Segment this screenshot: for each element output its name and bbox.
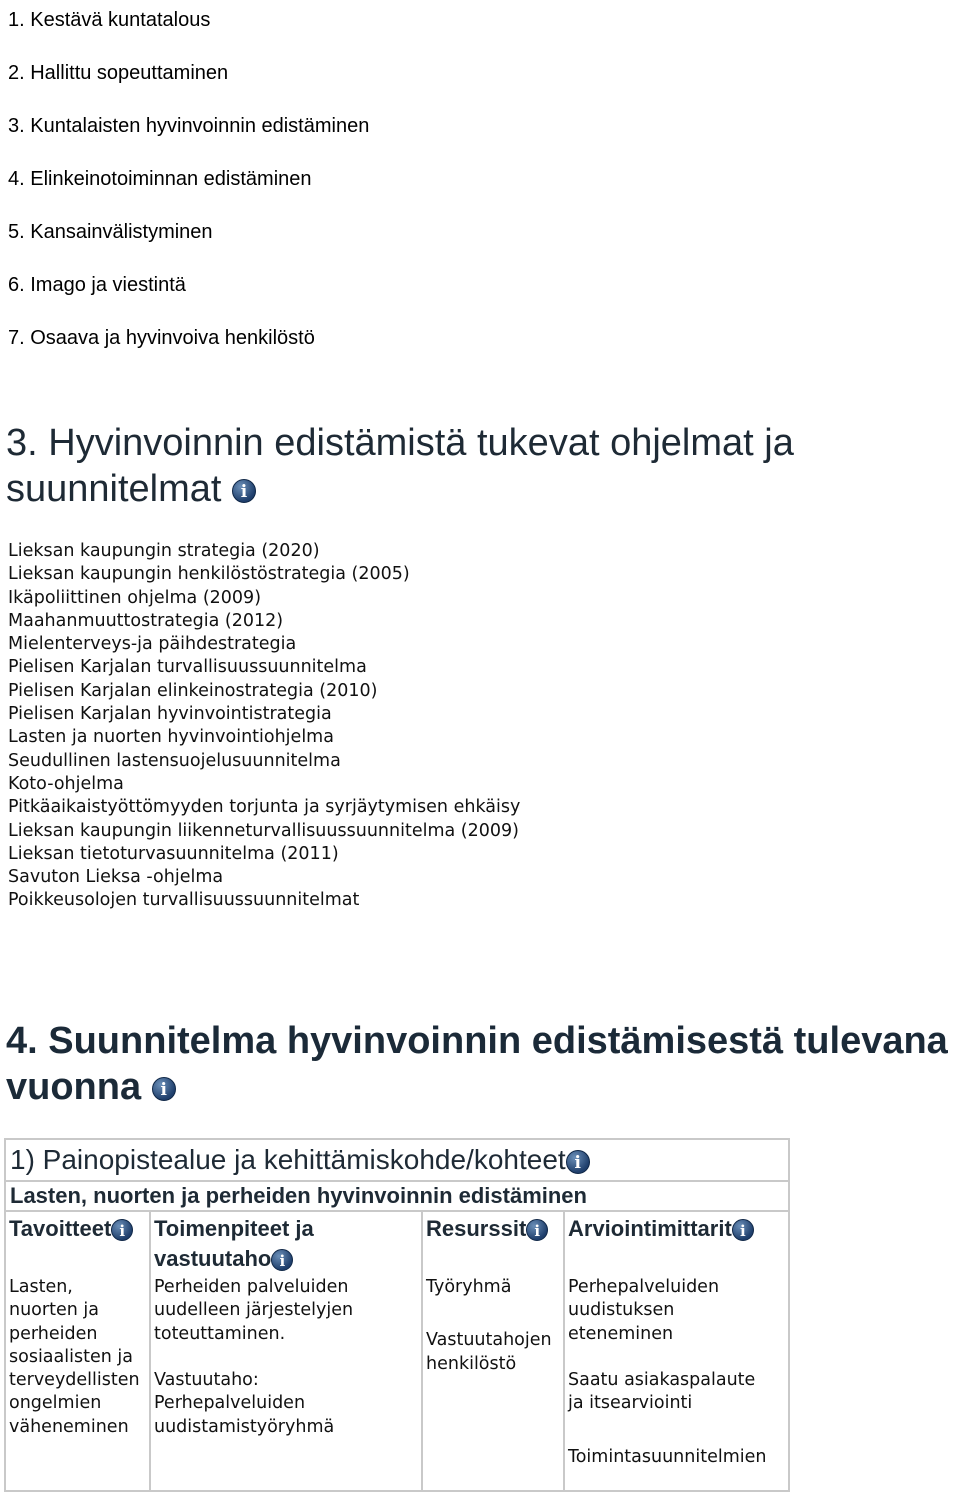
goal-item: 2. Hallittu sopeuttaminen xyxy=(8,62,229,84)
goals-header xyxy=(6,1212,149,1272)
info-icon[interactable]: i xyxy=(271,1249,293,1271)
resources-header xyxy=(423,1212,563,1272)
plan-item: Pielisen Karjalan hyvinvointistrategia xyxy=(8,704,332,725)
actions-header xyxy=(151,1212,421,1272)
plan-item: Koto-ohjelma xyxy=(8,773,124,794)
cell-line: uudistuksen xyxy=(568,1300,675,1321)
goal-item: 3. Kuntalaisten hyvinvoinnin edistäminen xyxy=(8,115,370,137)
cell-line: Perheiden palveluiden xyxy=(154,1277,349,1297)
goal-item: 7. Osaava ja hyvinvoiva henkilöstö xyxy=(8,327,315,349)
cell-line: Toimintasuunnitelmien xyxy=(568,1446,767,1467)
resources-cell xyxy=(423,1272,563,1490)
plan-item: Seudullinen lastensuojelusuunnitelma xyxy=(8,750,341,771)
focus-area-row xyxy=(4,1138,790,1180)
plan-item: Pielisen Karjalan turvallisuussuunnitelma xyxy=(8,657,367,678)
goal-item: 4. Elinkeinotoiminnan edistäminen xyxy=(8,168,312,190)
plan-item: Mielenterveys-ja päihdestrategia xyxy=(8,634,297,655)
plan-item: Lieksan kaupungin henkilöstöstrategia (2005) xyxy=(8,564,410,585)
indicators-header xyxy=(565,1212,788,1272)
plan-item: Ikäpoliittinen ohjelma (2009) xyxy=(8,587,262,608)
actions-header-label: vastuutaho xyxy=(154,1246,272,1271)
cell-line: uudistamistyöryhmä xyxy=(154,1416,335,1437)
section-3-title-line2: suunnitelmat xyxy=(6,468,222,510)
plan-item: Savuton Lieksa -ohjelma xyxy=(8,867,224,888)
plan-item: Lasten ja nuorten hyvinvointiohjelma xyxy=(8,727,334,748)
indicators-header-label: Arviointimittarit xyxy=(568,1216,732,1241)
cell-line: henkilöstö xyxy=(426,1353,517,1374)
cell-line: Vastuutaho: xyxy=(154,1370,259,1391)
cell-line: perheiden xyxy=(9,1323,98,1344)
target-label: Lasten, nuorten ja perheiden hyvinvoinnin edistäminen xyxy=(10,1183,587,1208)
cell-line: terveydellisten xyxy=(9,1370,140,1391)
goals-list xyxy=(8,0,369,365)
info-icon[interactable]: i xyxy=(566,1150,590,1174)
goal-item: 6. Imago ja viestintä xyxy=(8,274,186,296)
indicators-cell xyxy=(565,1272,788,1490)
info-icon[interactable]: i xyxy=(232,479,256,503)
cell-line: Perhepalveluiden xyxy=(568,1277,720,1297)
info-icon[interactable]: i xyxy=(526,1219,548,1241)
plan-table xyxy=(4,1138,790,1492)
plan-item: Lieksan kaupungin liikenneturvallisuussuunnitelma (2009) xyxy=(8,820,519,841)
section-4-heading xyxy=(6,1018,948,1110)
cell-line: sosiaalisten ja xyxy=(9,1346,133,1367)
info-icon[interactable]: i xyxy=(111,1219,133,1241)
cell-line: ja itsearviointi xyxy=(568,1393,693,1414)
section-4-title-line2: vuonna xyxy=(6,1066,142,1108)
goals-column xyxy=(6,1212,151,1490)
target-row xyxy=(4,1180,790,1210)
resources-header-label: Resurssit xyxy=(426,1216,527,1241)
plan-item: Poikkeusolojen turvallisuussuunnitelmat xyxy=(8,890,360,911)
table-grid xyxy=(4,1210,790,1492)
plan-item: Lieksan kaupungin strategia (2020) xyxy=(8,541,320,561)
info-icon[interactable]: i xyxy=(152,1077,176,1101)
resources-column xyxy=(423,1212,565,1490)
cell-line: Saatu asiakaspalaute xyxy=(568,1370,756,1391)
goal-item: 5. Kansainvälistyminen xyxy=(8,221,213,243)
focus-area-label: 1) Painopistealue ja kehittämiskohde/kohteet xyxy=(10,1144,566,1175)
plans-list xyxy=(8,540,520,913)
cell-line: Lasten, xyxy=(9,1277,73,1297)
goal-item: 1. Kestävä kuntatalous xyxy=(8,9,211,31)
section-3-title-line1: 3. Hyvinvoinnin edistämistä tukevat ohjelmat ja xyxy=(6,422,794,464)
actions-header-label: Toimenpiteet ja xyxy=(154,1216,314,1241)
section-4-title-line1: 4. Suunnitelma hyvinvoinnin edistämisestä tulevana xyxy=(6,1020,948,1062)
actions-cell xyxy=(151,1272,421,1490)
cell-line: eteneminen xyxy=(568,1323,674,1344)
plan-item: Lieksan tietoturvasuunnitelma (2011) xyxy=(8,843,339,864)
cell-line: Perhepalveluiden xyxy=(154,1393,306,1414)
cell-line: nuorten ja xyxy=(9,1300,99,1321)
indicators-column xyxy=(565,1212,788,1490)
plan-item: Pitkäaikaistyöttömyyden torjunta ja syrjäytymisen ehkäisy xyxy=(8,797,521,818)
cell-line: Vastuutahojen xyxy=(426,1330,552,1351)
plan-item: Maahanmuuttostrategia (2012) xyxy=(8,610,284,631)
cell-line: uudelleen järjestelyjen xyxy=(154,1300,354,1321)
actions-column xyxy=(151,1212,423,1490)
cell-line: ongelmien xyxy=(9,1393,102,1414)
info-icon[interactable]: i xyxy=(732,1219,754,1241)
cell-line: väheneminen xyxy=(9,1416,129,1437)
goals-header-label: Tavoitteet xyxy=(9,1216,112,1241)
cell-line: toteuttaminen. xyxy=(154,1323,286,1344)
section-3-heading xyxy=(6,420,794,512)
plan-item: Pielisen Karjalan elinkeinostrategia (2010) xyxy=(8,680,378,701)
goals-cell xyxy=(6,1272,149,1490)
cell-line: Työryhmä xyxy=(426,1277,512,1297)
